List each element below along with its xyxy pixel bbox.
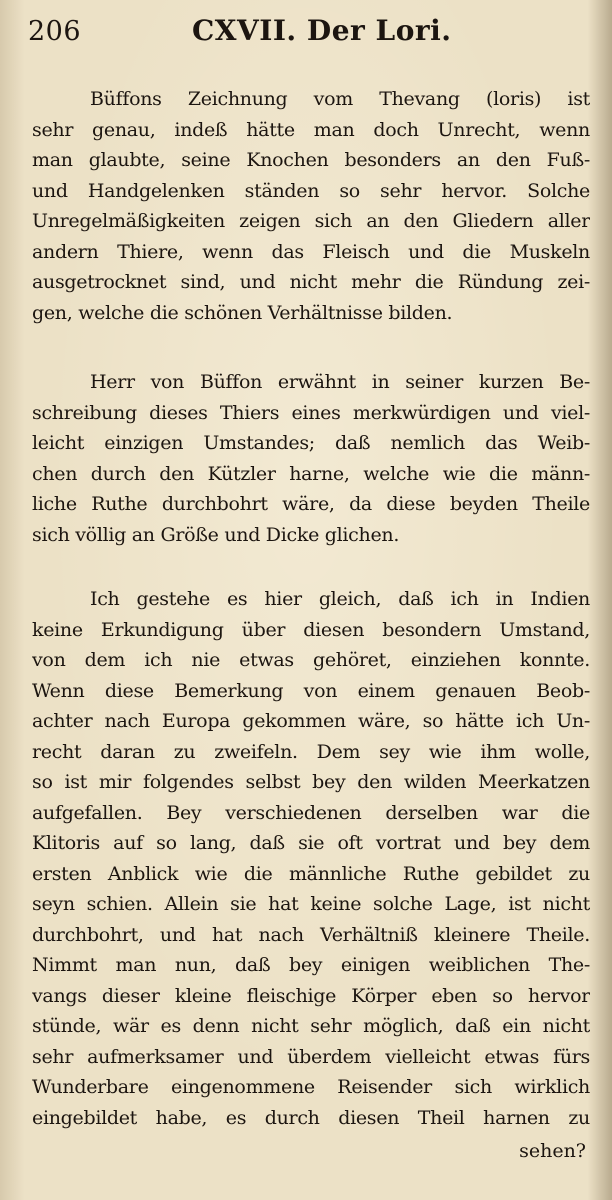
text-line: Unregelmäßigkeiten zeigen sich an den Gliedern aller <box>32 210 590 232</box>
text-line: Herr von Büffon erwähnt in seiner kurzen Be- <box>90 371 590 393</box>
text-line: Nimmt man nun, daß bey einigen weiblichen The- <box>32 954 590 976</box>
text-line: sehr genau, indeß hätte man doch Unrecht, wenn <box>32 118 590 141</box>
text-line: eingebildet habe, es durch diesen Theil harnen zu <box>32 1106 590 1129</box>
text-line: durchbohrt, und hat nach Verhältniß kleinere Theile. <box>32 923 590 946</box>
text-line: keine Erkundigung über diesen besondern Umstand, <box>32 618 590 641</box>
text-line: und Handgelenken ständen so sehr hervor. Solche <box>32 179 590 202</box>
text-line: man glaubte, seine Knochen besonders an den Fuß- <box>32 149 590 171</box>
text-line: Büffons Zeichnung vom Thevang (loris) ist <box>90 88 590 110</box>
text-line: liche Ruthe durchbohrt wäre, da diese beyden Theile <box>32 493 590 515</box>
text-line: ausgetrocknet sind, und nicht mehr die Ründung zei- <box>32 271 590 293</box>
text-line: gen, welche die schönen Verhältnisse bilden. <box>32 301 453 324</box>
page-header <box>28 14 586 54</box>
text-line: aufgefallen. Bey verschiedenen derselben war die <box>32 801 590 824</box>
text-line: ersten Anblick wie die männliche Ruthe gebildet zu <box>32 862 590 885</box>
text-line: sehr aufmerksamer und überdem vielleicht etwas fürs <box>32 1045 590 1068</box>
text-line: schreibung dieses Thiers eines merkwürdigen und viel- <box>32 401 590 424</box>
text-line: recht daran zu zweifeln. Dem sey wie ihm wolle, <box>32 740 590 763</box>
catchword: sehen? <box>519 1140 586 1162</box>
text-line: Klitoris auf so lang, daß sie oft vortrat und bey dem <box>32 832 590 854</box>
paragraph-3 <box>32 584 590 1133</box>
text-line: Wunderbare eingenommene Reisender sich wirklich <box>32 1076 590 1098</box>
text-line: leicht einzigen Umstandes; daß nemlich das Weib- <box>32 432 590 454</box>
text-line: stünde, wär es denn nicht sehr möglich, daß ein nicht <box>32 1015 590 1037</box>
text-line: sich völlig an Größe und Dicke glichen. <box>32 523 400 546</box>
text-line: vangs dieser kleine fleischige Körper eben so hervor <box>32 984 590 1007</box>
text-line: achter nach Europa gekommen wäre, so hätte ich Un- <box>32 710 590 732</box>
text-line: von dem ich nie etwas gehöret, einziehen konnte. <box>32 649 590 671</box>
text-line: Ich gestehe es hier gleich, daß ich in Indien <box>90 588 590 610</box>
text-line: seyn schien. Allein sie hat keine solche Lage, ist nicht <box>32 893 590 915</box>
text-line: so ist mir folgendes selbst bey den wilden Meerkatzen <box>32 771 590 793</box>
text-line: chen durch den Kützler harne, welche wie die männ- <box>32 462 590 485</box>
running-head: CXVII. Der Lori. <box>192 14 452 47</box>
text-line: Wenn diese Bemerkung von einem genauen Beob- <box>32 679 590 702</box>
paragraph-1 <box>32 84 590 328</box>
paragraph-2 <box>32 367 590 550</box>
page-number: 206 <box>28 16 82 47</box>
text-line: andern Thiere, wenn das Fleisch und die Muskeln <box>32 240 590 263</box>
